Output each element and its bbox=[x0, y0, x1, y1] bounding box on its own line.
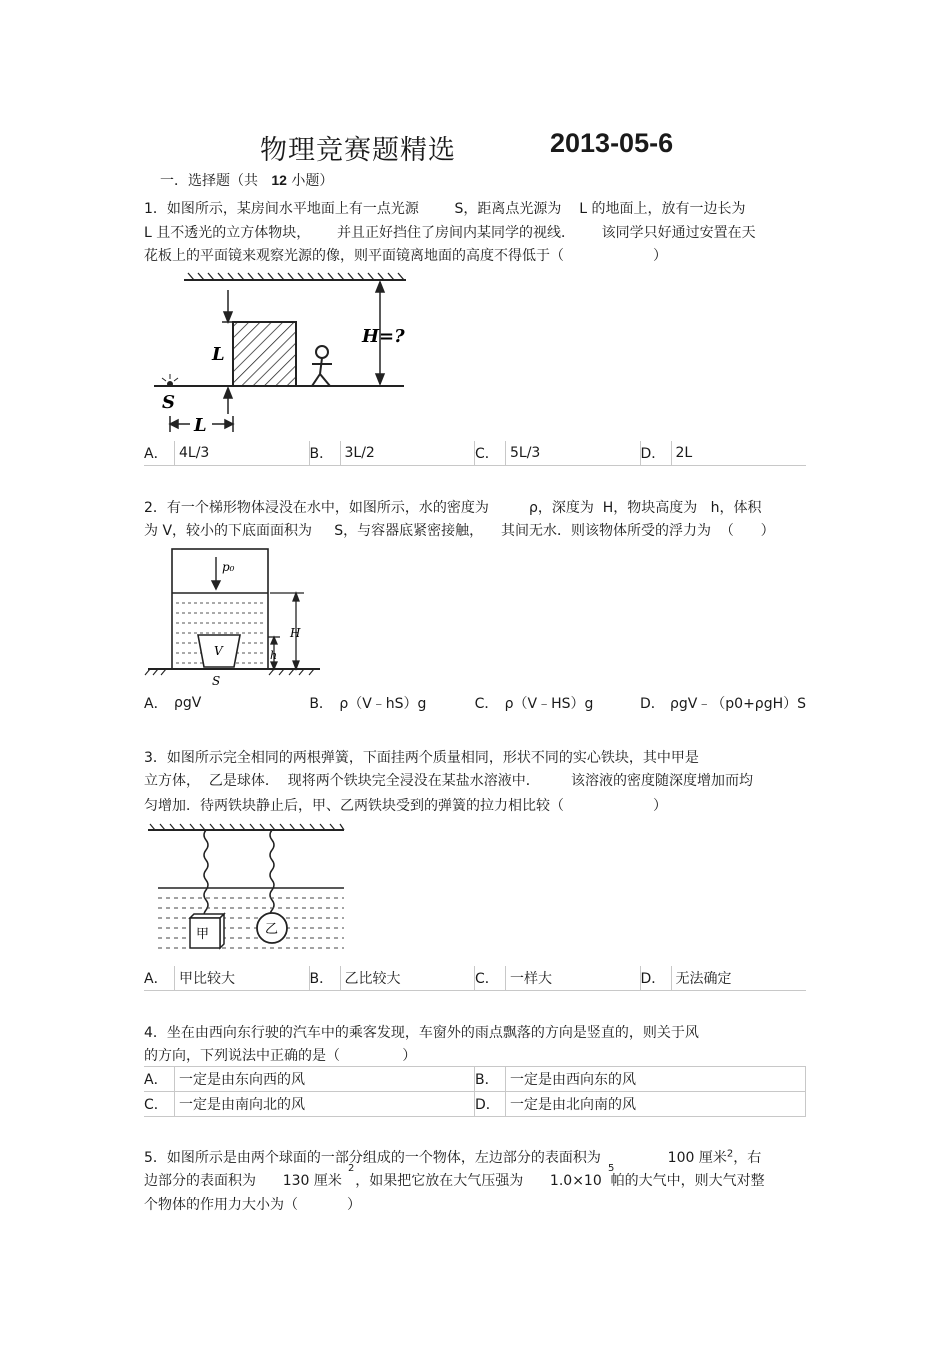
q5-line-1 bbox=[144, 1147, 761, 1167]
ceiling-hatch bbox=[148, 824, 344, 830]
option-text: 一样大 bbox=[505, 966, 552, 990]
q3-label-yi: 乙 bbox=[265, 922, 279, 937]
q1-line-3: 花板上的平面镜来观察光源的像，则平面镜离地面的高度不得低于（ ） bbox=[144, 248, 668, 264]
q2-option-d[interactable] bbox=[640, 691, 806, 715]
page-title: 物理竞赛题精选 bbox=[260, 135, 456, 166]
q1-options bbox=[144, 441, 806, 466]
option-text: ρgV﹣（p0+ρgH）S bbox=[669, 696, 806, 712]
q3-figure bbox=[144, 820, 349, 962]
person-figure bbox=[312, 346, 332, 386]
option-letter: C． bbox=[475, 971, 499, 987]
q4-option-b[interactable] bbox=[475, 1066, 806, 1091]
q3-option-a[interactable] bbox=[144, 966, 310, 990]
option-letter: B． bbox=[309, 696, 333, 712]
q2-label-V: V bbox=[214, 644, 223, 658]
option-text: 4L/3 bbox=[174, 441, 209, 465]
q3-line-2: 立方体， 乙是球体． 现将两个铁块完全浸没在某盐水溶液中． 该溶液的密度随深度增加而均 bbox=[144, 773, 753, 789]
option-letter: A． bbox=[144, 971, 168, 987]
option-letter: B． bbox=[309, 446, 334, 462]
q4-line-1: 4．坐在由西向东行驶的汽车中的乘客发现，车窗外的雨点飘落的方向是竖直的，则关于风 bbox=[144, 1025, 699, 1041]
option-text: 一定是由东向西的风 bbox=[174, 1067, 305, 1091]
option-letter: D． bbox=[640, 971, 666, 987]
option-text: 甲比较大 bbox=[174, 966, 235, 990]
option-letter: B． bbox=[309, 971, 334, 987]
q1-label-H: H=? bbox=[362, 326, 405, 347]
spring-right bbox=[270, 830, 274, 920]
liquid-dashes bbox=[158, 898, 344, 948]
option-text: 2L bbox=[671, 441, 693, 465]
q2-option-b[interactable] bbox=[309, 691, 474, 715]
q2-line-1: 2．有一个梯形物体浸没在水中，如图所示，水的密度为 ρ，深度为 H，物块高度为 h，体积 bbox=[144, 500, 762, 516]
q1-option-c[interactable] bbox=[475, 441, 641, 465]
ceiling-hatch bbox=[184, 273, 406, 280]
q1-option-a[interactable] bbox=[144, 441, 310, 465]
q4-option-d[interactable] bbox=[475, 1091, 806, 1116]
q2-option-c[interactable] bbox=[475, 691, 640, 715]
pressure-arrow bbox=[212, 557, 220, 589]
option-letter: C． bbox=[144, 1097, 168, 1113]
q4-options bbox=[144, 1066, 806, 1117]
q5-sup-1: 2 bbox=[726, 1148, 734, 1160]
option-letter: A． bbox=[144, 1072, 168, 1088]
q1-figure bbox=[144, 268, 414, 438]
option-text: ρ（V﹣HS）g bbox=[504, 696, 594, 712]
option-letter: A． bbox=[144, 696, 168, 712]
q2-label-h: h bbox=[270, 649, 278, 662]
option-text: 一定是由西向东的风 bbox=[505, 1067, 636, 1091]
q1-line-1: 1．如图所示，某房间水平地面上有一点光源 S，距离点光源为 L 的地面上，放有一边长为 bbox=[144, 201, 746, 217]
spring-left bbox=[204, 830, 208, 920]
option-letter: D． bbox=[640, 446, 666, 462]
q1-label-L: L bbox=[212, 344, 225, 365]
option-text: 一定是由北向南的风 bbox=[505, 1092, 636, 1116]
option-text: 无法确定 bbox=[671, 966, 732, 990]
section-heading bbox=[160, 170, 333, 190]
q5-line-1-tail: ，右 bbox=[733, 1150, 762, 1166]
option-letter: A． bbox=[144, 446, 168, 462]
q1-label-L-bottom: L bbox=[194, 415, 207, 436]
q3-options bbox=[144, 966, 806, 991]
option-letter: C． bbox=[475, 446, 499, 462]
q5-line-3: 个物体的作用力大小为（ ） bbox=[144, 1197, 361, 1213]
option-text: 一定是由南向北的风 bbox=[174, 1092, 305, 1116]
option-text: 5L/3 bbox=[505, 441, 540, 465]
q5-line-2: 边部分的表面积为 130 厘米 ，如果把它放在大气压强为 1.0×10 帕的大气中，则大气对整 bbox=[144, 1173, 765, 1189]
q3-label-jia: 甲 bbox=[196, 927, 210, 942]
option-letter: D． bbox=[639, 696, 665, 712]
q4-option-c[interactable] bbox=[144, 1091, 475, 1116]
option-text: 3L/2 bbox=[340, 441, 375, 465]
option-letter: B． bbox=[475, 1072, 499, 1088]
q3-line-3: 匀增加．待两铁块静止后，甲、乙两铁块受到的弹簧的拉力相比较（ ） bbox=[144, 798, 668, 814]
q3-option-c[interactable] bbox=[475, 966, 641, 990]
q2-label-S: S bbox=[212, 674, 221, 687]
option-letter: D． bbox=[475, 1097, 500, 1113]
q2-option-a[interactable] bbox=[144, 691, 309, 715]
option-text: 乙比较大 bbox=[340, 966, 401, 990]
q3-line-1: 3．如图所示完全相同的两根弹簧，下面挂两个质量相同，形状不同的实心铁块，其中甲是 bbox=[144, 750, 699, 766]
cube-block bbox=[233, 322, 296, 386]
q2-options bbox=[144, 691, 806, 715]
q5-line-1-text: 5．如图所示是由两个球面的一部分组成的一个物体，左边部分的表面积为 100 厘米 bbox=[144, 1150, 727, 1166]
q1-option-d[interactable] bbox=[641, 441, 807, 465]
q5-sup-2: 2 bbox=[348, 1163, 355, 1174]
option-letter: C． bbox=[474, 696, 499, 712]
q5-sup-3: 5 bbox=[608, 1163, 615, 1174]
section-suffix: 小题） bbox=[291, 173, 334, 189]
option-text: ρ（V﹣hS）g bbox=[339, 696, 427, 712]
q1-option-b[interactable] bbox=[310, 441, 476, 465]
option-text: ρgV bbox=[174, 695, 202, 711]
q2-line-2: 为 V，较小的下底面面积为 S，与容器底紧密接触， 其间无水．则该物体所受的浮力为 （ ） bbox=[144, 523, 775, 539]
page-date: 2013-05-6 bbox=[550, 128, 674, 158]
q2-label-H: H bbox=[290, 626, 301, 640]
q3-option-b[interactable] bbox=[310, 966, 476, 990]
section-prefix: 一．选择题（共 bbox=[160, 173, 258, 189]
q1-label-S: S bbox=[162, 392, 175, 413]
q2-label-p0: p₀ bbox=[222, 560, 235, 574]
q1-line-2: L 且不透光的立方体物块， 并且正好挡住了房间内某同学的视线． 该同学只好通过安置在天 bbox=[144, 225, 756, 241]
section-count: 12 bbox=[271, 172, 287, 188]
q4-option-a[interactable] bbox=[144, 1066, 475, 1091]
q3-option-d[interactable] bbox=[641, 966, 807, 990]
q2-figure bbox=[144, 545, 324, 687]
q4-line-2: 的方向，下列说法中正确的是（ ） bbox=[144, 1048, 417, 1064]
